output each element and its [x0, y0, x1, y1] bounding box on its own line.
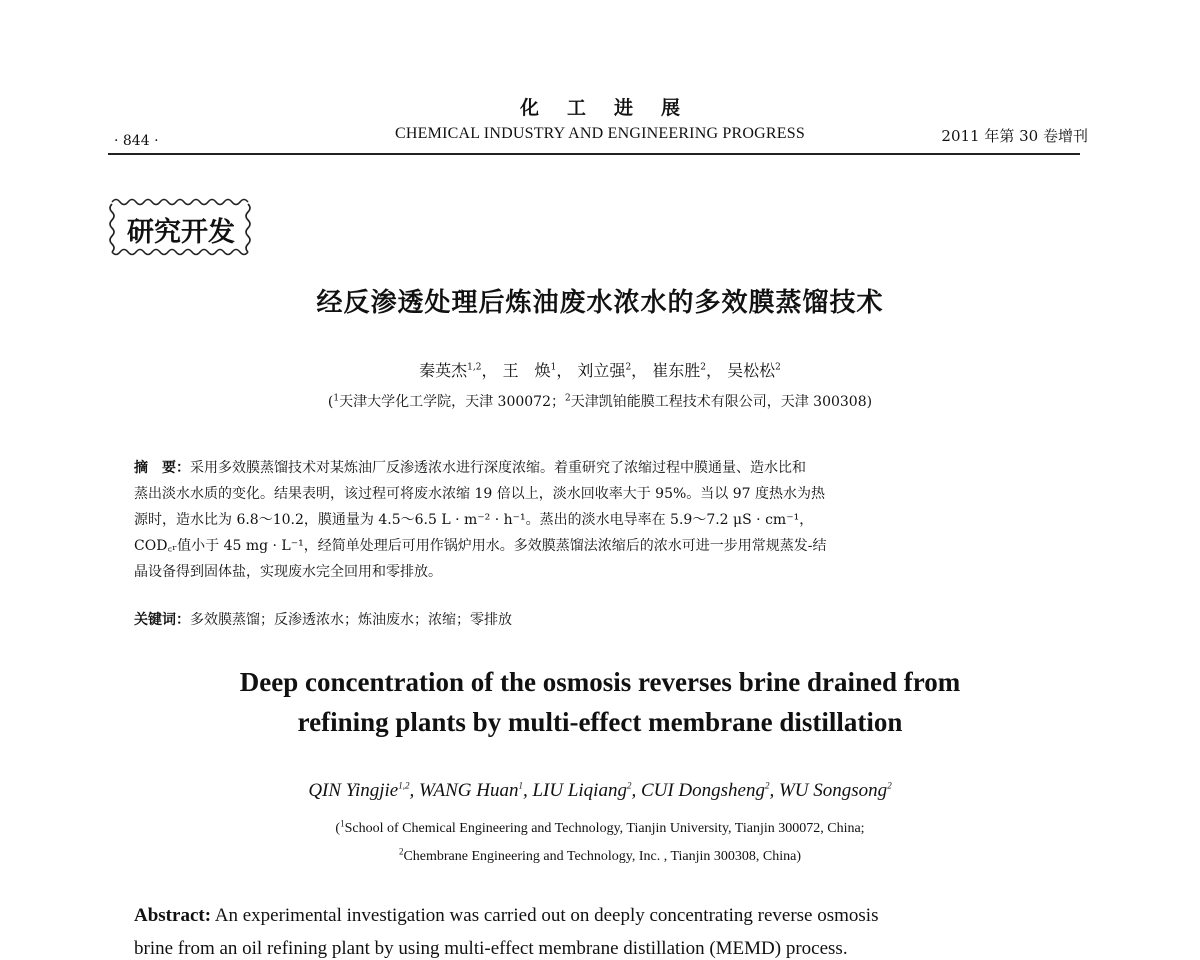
author-en: QIN Yingjie: [308, 780, 399, 801]
author-cn: 刘立强: [577, 361, 626, 380]
paper-title-en: [0, 662, 1200, 742]
abstract-cn-line: 蒸出淡水水质的变化。结果表明，该过程可将废水浓缩 19 倍以上，淡水回收率大于 95%。当以 97 度热水为热: [134, 486, 825, 502]
abstract-cn-label: 摘 要：: [134, 460, 190, 476]
paper-title-cn: 经反渗透处理后炼油废水浓水的多效膜蒸馏技术: [316, 288, 884, 318]
abstract-cn-line: 源时，造水比为 6.8～10.2，膜通量为 4.5～6.5 L · m⁻² · h⁻¹。蒸出的淡水电导率在 5.9～7.2 μS · cm⁻¹，: [134, 512, 814, 528]
journal-title-en: CHEMICAL INDUSTRY AND ENGINEERING PROGRESS: [395, 125, 805, 142]
author-cn: 吴松松: [727, 361, 776, 380]
author-en: LIU Liqiang: [532, 780, 627, 801]
abstract-cn-line: COD꜀ᵣ值小于 45 mg · L⁻¹，经简单处理后可用作锅炉用水。多效膜蒸馏法浓缩后的浓水可进一步用常规蒸发-结: [134, 538, 827, 554]
authors-cn: 秦英杰$^{1,2}$， 王 焕$^1$， 刘立强$^2$， 崔东胜$^2$， 吴松松$^2$: [419, 361, 781, 380]
header-rule: [108, 153, 1080, 155]
abstract-cn: [134, 455, 1062, 585]
keywords-cn: [134, 609, 512, 629]
keywords-cn-label: 关键词：: [134, 612, 190, 628]
issue-info: 2011 年第 30 卷增刊: [941, 127, 1088, 145]
abstract-cn-line: 采用多效膜蒸馏技术对某炼油厂反渗透浓水进行深度浓缩。着重研究了浓缩过程中膜通量、造水比和: [190, 460, 806, 476]
paper-title-en-line: refining plants by multi-effect membrane distillation: [297, 707, 903, 737]
page-number: · 844 ·: [114, 133, 159, 149]
affiliation-cn: ($^1$天津大学化工学院，天津 300072；$^2$天津凯铂能膜工程技术有限公司，天津 300308): [327, 393, 873, 410]
author-en: CUI Dongsheng: [640, 780, 765, 801]
affiliation-en: ($^1$School of Chemical Engineering and Technology, Tianjin University, Tianjin 300072, China; $^2$Chembrane Engineering and Technology, Inc. , Tianjin 300308, China): [335, 818, 865, 864]
paper-title-en-line: Deep concentration of the osmosis reverses brine drained from: [239, 667, 961, 697]
journal-title-cn: 化工进展: [519, 97, 708, 119]
keywords-cn-text: 多效膜蒸馏；反渗透浓水；炼油废水；浓缩；零排放: [190, 612, 512, 628]
author-cn: 崔东胜: [652, 361, 701, 380]
abstract-en-line: brine from an oil refining plant by using multi-effect membrane distillation (MEMD) process.: [134, 938, 848, 959]
abstract-en-line: An experimental investigation was carried out on deeply concentrating reverse osmosis: [214, 905, 879, 926]
section-label: 研究开发: [127, 217, 235, 248]
abstract-cn-line: 晶设备得到固体盐，实现废水完全回用和零排放。: [134, 564, 442, 580]
author-en: WANG Huan: [418, 780, 519, 801]
abstract-en: [134, 905, 878, 927]
author-en: WU Songsong: [778, 780, 888, 801]
author-cn: 王 焕: [502, 361, 551, 380]
author-cn: 秦英杰: [419, 361, 468, 380]
abstract-en-label: Abstract:: [134, 905, 212, 926]
authors-en: QIN Yingjie$^{1,2}$, WANG Huan$^1$, LIU Liqiang$^2$, CUI Dongsheng$^2$, WU Songsong$^2$: [308, 780, 892, 801]
